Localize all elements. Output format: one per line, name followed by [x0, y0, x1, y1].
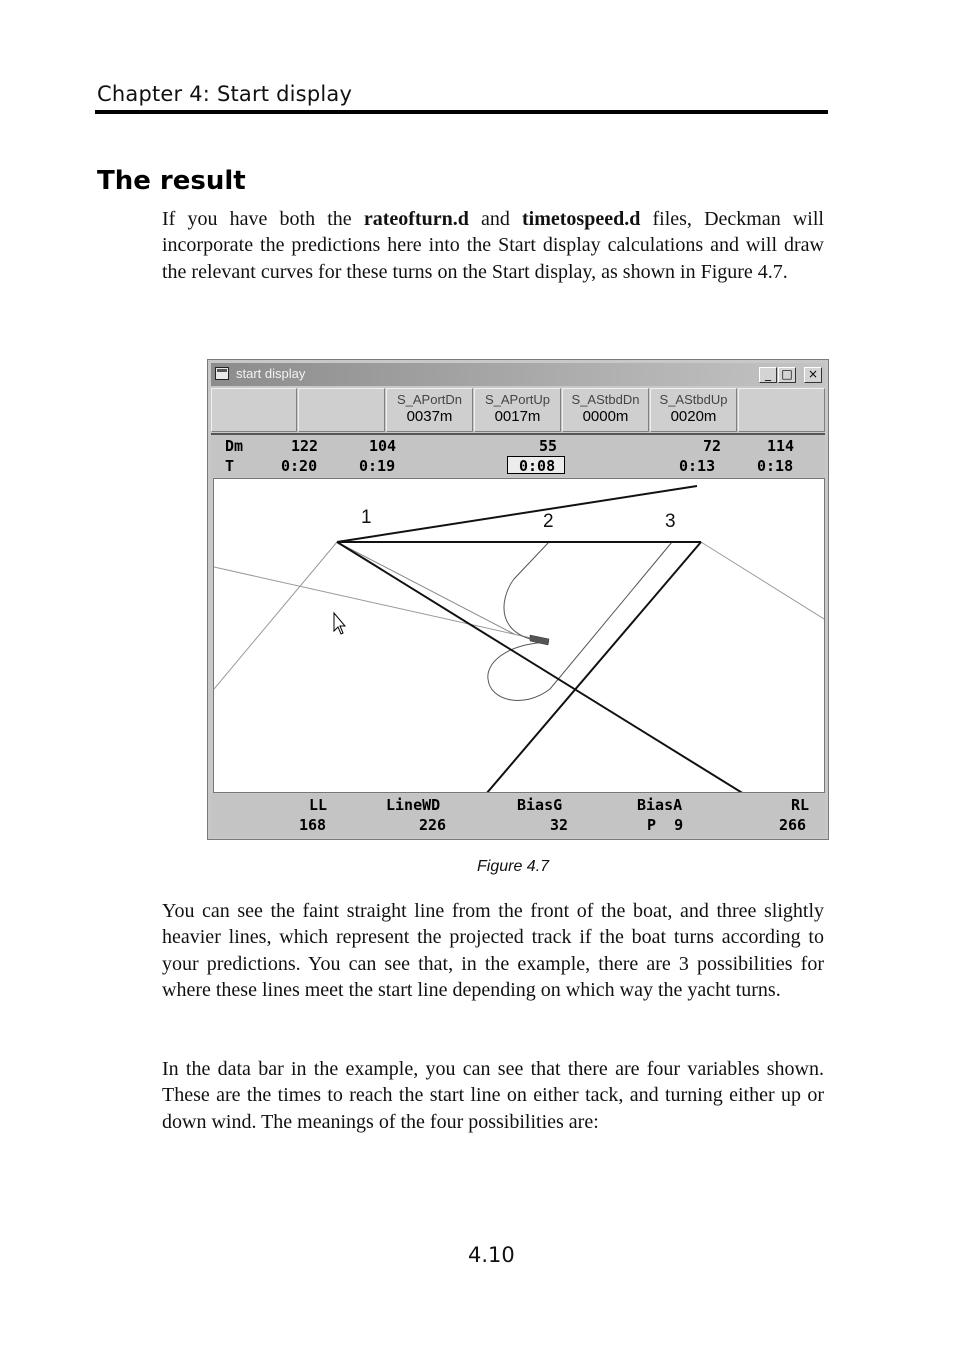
chapter-heading: Chapter 4: Start display [97, 82, 353, 106]
projected-track-line [337, 542, 744, 792]
time-value-highlighted: 0:08 [519, 457, 556, 475]
figure-caption: Figure 4.7 [477, 858, 550, 875]
turn-curve-up [504, 542, 549, 642]
ll-label: LL [309, 796, 328, 814]
header-cells [211, 388, 825, 432]
biasg-value: 32 [550, 816, 569, 834]
header-cell-empty [298, 388, 385, 432]
header-cell-aportdn: S_APortDn 0037m [386, 388, 473, 432]
time-value: 0:20 [281, 457, 318, 475]
distance-value: 55 [539, 437, 558, 455]
mouse-cursor-icon [334, 613, 345, 634]
mark-label-2: 2 [543, 511, 554, 532]
header-cell-astbddn: S_AStbdDn 0000m [562, 388, 649, 432]
close-button[interactable]: × [804, 367, 822, 383]
bottom-data-bar [211, 794, 825, 837]
time-value: 0:13 [679, 457, 716, 475]
linewd-label: LineWD [386, 796, 441, 814]
distance-value: 104 [369, 437, 397, 455]
start-display-plot[interactable] [213, 478, 825, 793]
linewd-value: 226 [419, 816, 447, 834]
ll-value: 168 [299, 816, 327, 834]
mark-label-3: 3 [665, 511, 676, 532]
mark-label-1: 1 [361, 507, 372, 528]
distance-value: 114 [767, 437, 795, 455]
time-value: 0:18 [757, 457, 794, 475]
start-display-window [207, 359, 829, 840]
distance-value: 72 [703, 437, 722, 455]
projected-track-thin [337, 542, 514, 634]
faint-layline [214, 542, 337, 689]
time-row-label: T [225, 457, 235, 475]
header-cell-aportup: S_APortUp 0017m [474, 388, 561, 432]
distance-row-label: Dm [225, 437, 244, 455]
intro-paragraph: If you have both the rateofturn.d and timetospeed.d files, Deckman will incorporate the predictions here into the Start display calculations and will draw the relevant curves for these turns on the Start display, as shown in Figure 4.7. [162, 208, 824, 283]
window-system-icon[interactable] [215, 367, 229, 380]
window-title: start display [236, 366, 306, 381]
faint-bow-line [214, 567, 549, 642]
biasa-value: P 9 [647, 816, 684, 834]
rl-value: 266 [779, 816, 807, 834]
window-titlebar[interactable] [211, 363, 825, 386]
header-cell-empty [211, 388, 297, 432]
projected-track-line [486, 542, 701, 792]
chapter-rule [95, 110, 828, 114]
plot-canvas [214, 479, 824, 792]
rateofturn-filename: rateofturn.d [363, 208, 469, 230]
rl-label: RL [791, 796, 810, 814]
minimize-button[interactable]: _ [759, 367, 777, 383]
turn-curve-down [488, 542, 672, 700]
biasg-label: BiasG [517, 796, 563, 814]
distance-value: 122 [291, 437, 319, 455]
time-value: 0:19 [359, 457, 396, 475]
explanation-paragraph: You can see the faint straight line from the front of the boat, and three slightly heavier lines, which represent the projected track if the boat turns according to your predictions. You can see that, in the example, there are 3 possibilities for where these lines meet the start line depending on which way the yacht turns. [162, 900, 824, 1001]
maximize-button[interactable]: □ [778, 367, 796, 383]
header-cell-astbdup: S_AStbdUp 0020m [650, 388, 737, 432]
start-line-wind [337, 486, 697, 542]
header-cell-empty [738, 388, 825, 432]
timetospeed-filename: timetospeed.d [522, 208, 641, 230]
databar-paragraph: In the data bar in the example, you can see that there are four variables shown. These are the times to reach the start line on either tack, and turning either up or down wind. The meanings of the four possibilities are: [162, 1058, 824, 1133]
biasa-label: BiasA [637, 796, 683, 814]
faint-layline [701, 542, 824, 619]
data-bar [211, 433, 825, 477]
page-number: 4.10 [468, 1243, 515, 1267]
section-title: The result [97, 166, 246, 196]
